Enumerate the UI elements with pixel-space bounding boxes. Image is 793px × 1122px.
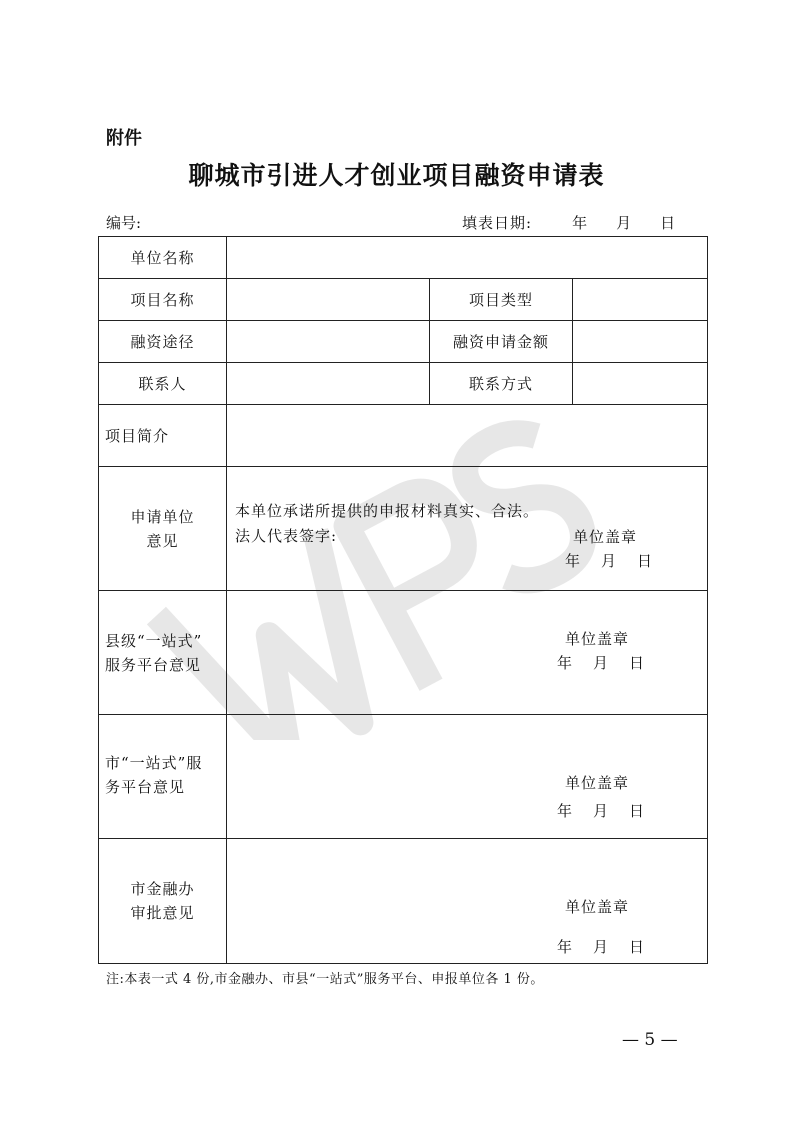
- row-financing: [99, 321, 708, 363]
- contact-method-label: 联系方式: [430, 363, 573, 405]
- application-form-table: [98, 236, 708, 964]
- finance-date-day: 日: [629, 938, 646, 956]
- row-project-summary: [99, 405, 708, 467]
- fill-date-label: 填表日期:: [462, 214, 533, 232]
- applicant-opinion-label-line2: 意见: [146, 531, 179, 550]
- county-opinion-label-line1: 县级“一站式”: [105, 631, 203, 650]
- city-stamp: [557, 771, 645, 823]
- county-stamp-label: 单位盖章: [565, 630, 630, 648]
- applicant-opinion-label-line1: 申请单位: [130, 507, 195, 526]
- project-name-field[interactable]: [227, 279, 430, 321]
- row-project: [99, 279, 708, 321]
- project-type-field[interactable]: [573, 279, 708, 321]
- city-date-day: 日: [629, 802, 646, 820]
- row-finance-opinion: [99, 839, 708, 964]
- city-date-year: 年: [557, 802, 574, 820]
- finance-opinion-field[interactable]: [227, 839, 708, 964]
- applicant-opinion-label: [99, 467, 227, 591]
- applicant-stamp-label: 单位盖章: [573, 528, 638, 546]
- applicant-date-day: 日: [637, 552, 654, 570]
- city-opinion-field[interactable]: [227, 715, 708, 839]
- city-date: [557, 799, 645, 823]
- city-stamp-label: 单位盖章: [565, 774, 630, 792]
- city-opinion-label-line1: 市“一站式”服: [105, 754, 203, 772]
- row-city-opinion: [99, 715, 708, 839]
- row-applicant-opinion: [99, 467, 708, 591]
- finance-date-year: 年: [557, 938, 574, 956]
- applicant-stamp: [565, 525, 653, 573]
- contact-method-field[interactable]: [573, 363, 708, 405]
- fill-date: [462, 212, 676, 233]
- applicant-date: [565, 549, 653, 573]
- project-type-label: 项目类型: [430, 279, 573, 321]
- county-date: [557, 651, 645, 675]
- county-opinion-field[interactable]: [227, 591, 708, 715]
- finance-stamp: [557, 895, 645, 959]
- applicant-date-month: 月: [601, 552, 618, 570]
- unit-name-field[interactable]: [227, 237, 708, 279]
- financing-channel-field[interactable]: [227, 321, 430, 363]
- contact-person-field[interactable]: [227, 363, 430, 405]
- county-opinion-label-line2: 服务平台意见: [105, 655, 202, 674]
- finance-date-month: 月: [593, 938, 610, 956]
- page-number: — 5 —: [622, 1030, 678, 1050]
- serial-number-label: 编号:: [106, 214, 142, 232]
- county-date-day: 日: [629, 654, 646, 672]
- financing-amount-field[interactable]: [573, 321, 708, 363]
- project-summary-label: 项目简介: [99, 405, 227, 467]
- applicant-opinion-field[interactable]: [227, 467, 708, 591]
- city-date-month: 月: [593, 802, 610, 820]
- attachment-label: 附件: [106, 128, 142, 149]
- county-date-year: 年: [557, 654, 574, 672]
- form-title: 聊城市引进人才创业项目融资申请表: [188, 161, 605, 190]
- fill-date-month: 月: [616, 214, 633, 232]
- finance-stamp-label: 单位盖章: [565, 898, 630, 916]
- applicant-date-year: 年: [565, 552, 582, 570]
- finance-opinion-label-line1: 市金融办: [130, 880, 195, 898]
- finance-opinion-label-line2: 审批意见: [130, 904, 195, 922]
- legal-rep-signature-label: 法人代表签字:: [235, 527, 338, 545]
- city-opinion-label-line2: 务平台意见: [105, 778, 186, 796]
- county-date-month: 月: [593, 654, 610, 672]
- financing-channel-label: 融资途径: [99, 321, 227, 363]
- county-opinion-label: [99, 591, 227, 715]
- applicant-pledge-text: 本单位承诺所提供的申报材料真实、合法。: [235, 502, 540, 520]
- project-name-label: 项目名称: [99, 279, 227, 321]
- footer-note: 注:本表一式 4 份,市金融办、市县“一站式”服务平台、申报单位各 1 份。: [106, 972, 544, 987]
- row-unit-name: [99, 237, 708, 279]
- unit-name-label: 单位名称: [99, 237, 227, 279]
- fill-date-year: 年: [572, 214, 589, 232]
- fill-date-day: 日: [660, 214, 677, 232]
- project-summary-field[interactable]: [227, 405, 708, 467]
- row-county-opinion: [99, 591, 708, 715]
- county-stamp: [557, 627, 645, 675]
- row-contact: [99, 363, 708, 405]
- finance-date: [557, 935, 645, 959]
- city-opinion-label: [99, 715, 227, 839]
- financing-amount-label: 融资申请金额: [430, 321, 573, 363]
- finance-opinion-label: [99, 839, 227, 964]
- contact-person-label: 联系人: [99, 363, 227, 405]
